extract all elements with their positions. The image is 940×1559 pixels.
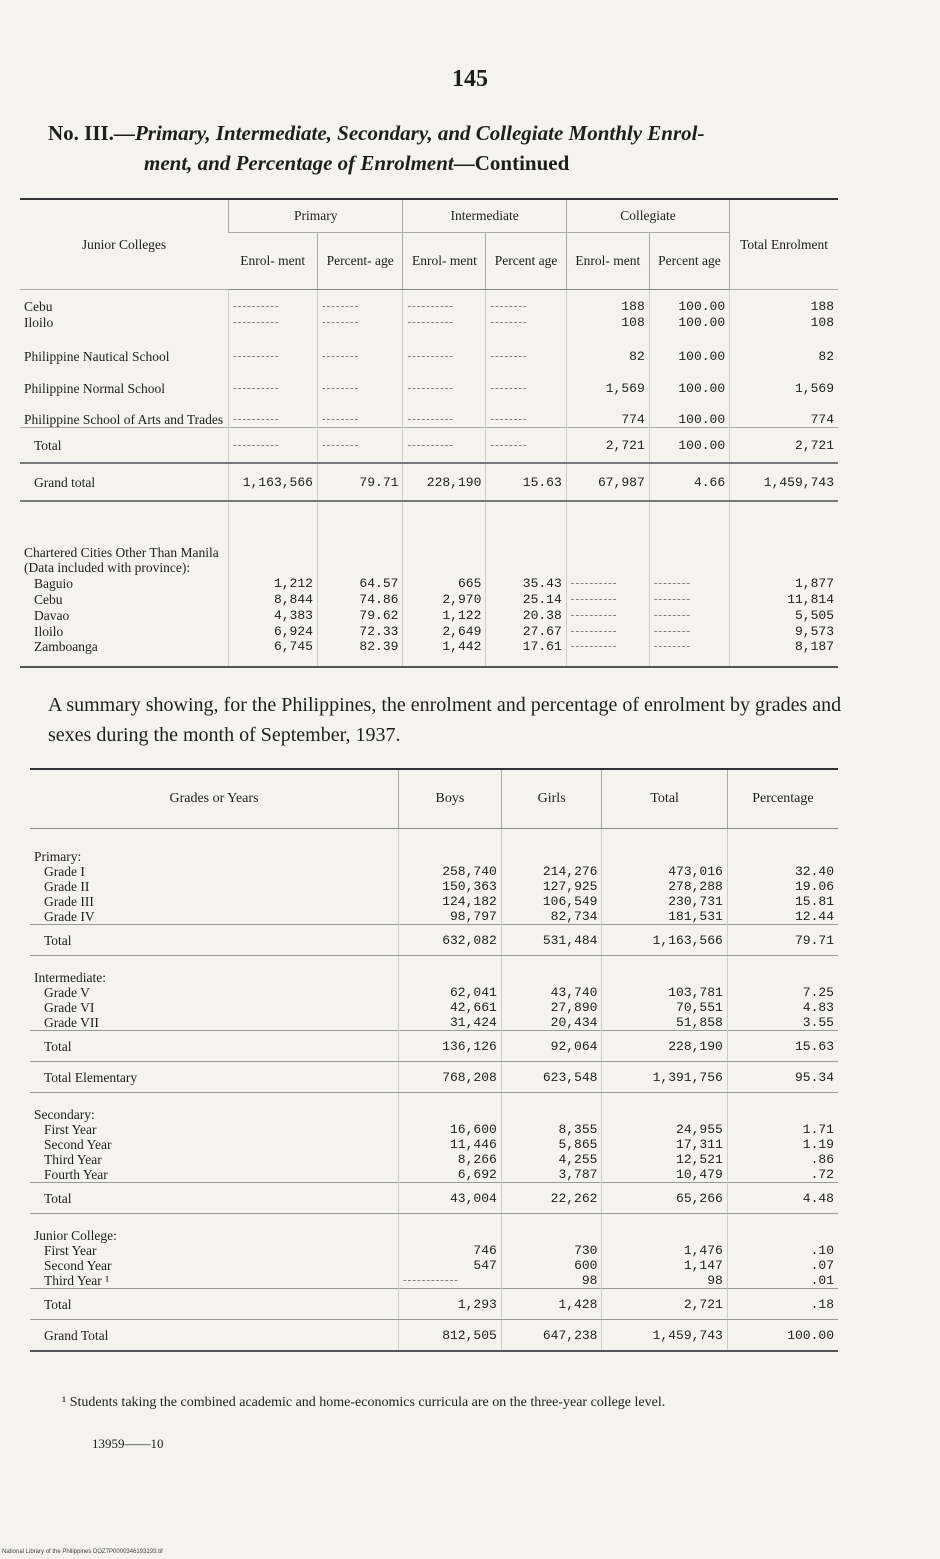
cell: 136,126 (399, 1031, 502, 1062)
table-row (30, 1273, 838, 1289)
cell: 103,781 (602, 985, 727, 1000)
subheader: Percent age (649, 233, 729, 290)
dash-fill: ---------- (403, 396, 486, 428)
caption-title-line2: ment, and Percentage of Enrolment (144, 151, 454, 175)
cell: 43,740 (501, 985, 602, 1000)
table-row (30, 1243, 838, 1258)
cell: 95.34 (727, 1062, 838, 1093)
cell: 6,745 (229, 639, 318, 667)
row-label: Total Elementary (30, 1062, 399, 1093)
cell: 2,721 (566, 428, 649, 464)
cell: 65,266 (602, 1183, 727, 1214)
cell: 1,147 (602, 1258, 727, 1273)
cell: 768,208 (399, 1062, 502, 1093)
cell: 108 (730, 314, 838, 330)
header-percentage: Percentage (727, 769, 838, 829)
stub-header: Junior Colleges (20, 199, 229, 290)
row-label: Grade IV (44, 909, 95, 924)
table-row (30, 894, 838, 909)
cell: 1,163,566 (229, 463, 318, 501)
cell: .01 (727, 1273, 838, 1289)
section-row (30, 956, 838, 986)
dash-fill: ---------- (229, 428, 318, 464)
table-row (30, 1015, 838, 1031)
table-row (30, 909, 838, 925)
cell: 278,288 (602, 879, 727, 894)
cell: .72 (727, 1167, 838, 1183)
cell: 3,787 (501, 1167, 602, 1183)
cell: 1.71 (727, 1122, 838, 1137)
row-label: First Year (44, 1243, 97, 1258)
table-row (30, 1167, 838, 1183)
grand-total-row (30, 1320, 838, 1352)
total-enrolment-header: Total Enrolment (730, 199, 838, 290)
cell: 8,187 (730, 639, 838, 667)
cell: 181,531 (602, 909, 727, 925)
cell: 25.14 (486, 591, 566, 607)
row-label: Total (30, 1289, 399, 1320)
cell: 82 (730, 330, 838, 364)
header-grades: Grades or Years (30, 769, 399, 829)
dash-fill: -------- (649, 575, 729, 591)
cell: 230,731 (602, 894, 727, 909)
dash-fill: ---------- (403, 314, 486, 330)
cell: 22,262 (501, 1183, 602, 1214)
table-row (30, 1000, 838, 1015)
cell: 1.19 (727, 1137, 838, 1152)
cell: 228,190 (602, 1031, 727, 1062)
dash-fill: -------- (649, 639, 729, 667)
cell: 8,266 (399, 1152, 502, 1167)
subheader: Enrol- ment (229, 233, 318, 290)
cell: 2,970 (403, 591, 486, 607)
cell: 124,182 (399, 894, 502, 909)
cell: 10,479 (602, 1167, 727, 1183)
dash-fill: ---------- (403, 330, 486, 364)
page-number: 145 (452, 66, 488, 92)
row-label: Grade V (44, 985, 90, 1000)
dash-fill: -------- (486, 428, 566, 464)
cell: 2,721 (602, 1289, 727, 1320)
dash-fill: ---------- (403, 290, 486, 314)
table-row (20, 396, 838, 428)
cell: 665 (403, 575, 486, 591)
row-label: Second Year (44, 1258, 112, 1273)
cell: .07 (727, 1258, 838, 1273)
table-row (20, 623, 838, 639)
cell: 600 (501, 1258, 602, 1273)
dash-fill: ---------- (229, 314, 318, 330)
row-label: Second Year (44, 1137, 112, 1152)
row-label: Philippine Nautical School (24, 348, 170, 364)
footnote: ¹ Students taking the combined academic and home-economics curricula are on the three-year college level. (62, 1395, 666, 1410)
cell: 188 (730, 290, 838, 314)
cell: 70,551 (602, 1000, 727, 1015)
cell: .18 (727, 1289, 838, 1320)
row-label: Iloilo (24, 314, 54, 330)
dash-fill: ---------- (566, 591, 649, 607)
row-label: Third Year ¹ (44, 1273, 110, 1288)
cell: 100.00 (649, 396, 729, 428)
cell: 1,122 (403, 607, 486, 623)
chartered-cities-label: Chartered Cities Other Than Manila (Data included with province): (24, 545, 219, 575)
cell: 100.00 (649, 364, 729, 396)
table-row (30, 864, 838, 879)
dash-fill: -------- (317, 364, 402, 396)
cell: 4.48 (727, 1183, 838, 1214)
row-label: Total (30, 1031, 399, 1062)
row-label: Cebu (34, 592, 63, 607)
cell: 17.61 (486, 639, 566, 667)
row-label: Baguio (34, 576, 73, 591)
cell: 647,238 (501, 1320, 602, 1352)
row-label: Grade VI (44, 1000, 95, 1015)
cell: 214,276 (501, 864, 602, 879)
row-label: Third Year (44, 1152, 102, 1167)
cell: 1,476 (602, 1243, 727, 1258)
row-label: Total (30, 1183, 399, 1214)
table-row (30, 1122, 838, 1137)
table-row (20, 314, 838, 330)
dash-fill: ---------- (403, 428, 486, 464)
total-row (30, 1183, 838, 1214)
row-label: Total (20, 428, 229, 464)
cell: .86 (727, 1152, 838, 1167)
row-label: First Year (44, 1122, 97, 1137)
row-label: Philippine Normal School (24, 380, 165, 396)
cell: 32.40 (727, 864, 838, 879)
cell: 188 (566, 290, 649, 314)
cell: 228,190 (403, 463, 486, 501)
dash-fill: -------- (317, 330, 402, 364)
cell: 623,548 (501, 1062, 602, 1093)
dash-fill: -------- (317, 428, 402, 464)
caption-prefix: No. III. (48, 121, 114, 145)
table-caption (48, 118, 848, 178)
cell: 1,391,756 (602, 1062, 727, 1093)
dash-fill: ---------- (229, 364, 318, 396)
dash-fill: ---------- (566, 607, 649, 623)
cell: 106,549 (501, 894, 602, 909)
cell: 24,955 (602, 1122, 727, 1137)
cell: 108 (566, 314, 649, 330)
header-girls: Girls (501, 769, 602, 829)
dash-fill: ---------- (403, 364, 486, 396)
row-label: Davao (34, 608, 70, 623)
cell: 79.62 (317, 607, 402, 623)
cell: 2,721 (730, 428, 838, 464)
row-label: Grade I (44, 864, 85, 879)
section-row (30, 1093, 838, 1123)
cell: 12.44 (727, 909, 838, 925)
header-total: Total (602, 769, 727, 829)
group-header-collegiate: Collegiate (566, 199, 729, 233)
cell: 8,844 (229, 591, 318, 607)
cell: 1,459,743 (730, 463, 838, 501)
cell: 6,692 (399, 1167, 502, 1183)
cell: 5,505 (730, 607, 838, 623)
cell: 2,649 (403, 623, 486, 639)
dash-fill: ---------- (229, 290, 318, 314)
dash-fill: ------------ (399, 1273, 502, 1289)
dash-fill: -------- (486, 314, 566, 330)
table-row (30, 985, 838, 1000)
cell: 62,041 (399, 985, 502, 1000)
dash-fill: -------- (317, 396, 402, 428)
cell: 31,424 (399, 1015, 502, 1031)
dash-fill: -------- (317, 290, 402, 314)
cell: 1,877 (730, 575, 838, 591)
cell: 473,016 (602, 864, 727, 879)
grand-total-row (20, 463, 838, 501)
cell: 17,311 (602, 1137, 727, 1152)
cell: 1,569 (730, 364, 838, 396)
dash-fill: -------- (486, 290, 566, 314)
cell: 72.33 (317, 623, 402, 639)
cell: 100.00 (649, 428, 729, 464)
cell: 127,925 (501, 879, 602, 894)
table-row (30, 879, 838, 894)
table-row (30, 1137, 838, 1152)
cell: 632,082 (399, 925, 502, 956)
total-row (30, 1031, 838, 1062)
cell: 74.86 (317, 591, 402, 607)
cell: 100.00 (649, 330, 729, 364)
cell: 1,293 (399, 1289, 502, 1320)
cell: 1,163,566 (602, 925, 727, 956)
cell: 8,355 (501, 1122, 602, 1137)
enrolment-table (20, 198, 838, 668)
section-label: Junior College: (34, 1228, 117, 1243)
row-label: Grade VII (44, 1015, 99, 1030)
cell: 812,505 (399, 1320, 502, 1352)
cell: 9,573 (730, 623, 838, 639)
table-row (20, 330, 838, 364)
section-row (30, 829, 838, 865)
dash-fill: -------- (486, 330, 566, 364)
cell: 43,004 (399, 1183, 502, 1214)
cell: 98 (602, 1273, 727, 1289)
table-row (20, 575, 838, 591)
cell: 82.39 (317, 639, 402, 667)
summary-paragraph: A summary showing, for the Philippines, the enrolment and percentage of enrolment by grades and sexes during the month of September, 1937. (48, 694, 842, 746)
row-label: Grand total (20, 463, 229, 501)
cell: 6,924 (229, 623, 318, 639)
dash-fill: -------- (649, 591, 729, 607)
cell: 12,521 (602, 1152, 727, 1167)
dash-fill: -------- (649, 607, 729, 623)
cell: 531,484 (501, 925, 602, 956)
subheader: Enrol- ment (566, 233, 649, 290)
dash-fill: -------- (486, 396, 566, 428)
section-row (30, 1214, 838, 1244)
cell: 16,600 (399, 1122, 502, 1137)
row-label: Grade III (44, 894, 94, 909)
grades-table (30, 768, 838, 1352)
cell: 82,734 (501, 909, 602, 925)
cell: 730 (501, 1243, 602, 1258)
cell: 1,569 (566, 364, 649, 396)
cell: 98,797 (399, 909, 502, 925)
cell: 82 (566, 330, 649, 364)
table-row (30, 1152, 838, 1167)
cell: 100.00 (649, 314, 729, 330)
total-row (30, 925, 838, 956)
cell: 11,814 (730, 591, 838, 607)
cell: 4,255 (501, 1152, 602, 1167)
cell: 774 (566, 396, 649, 428)
cell: 258,740 (399, 864, 502, 879)
dash-fill: ---------- (566, 639, 649, 667)
cell: 7.25 (727, 985, 838, 1000)
cell: 547 (399, 1258, 502, 1273)
row-label: Philippine School of Arts and Trades (24, 412, 224, 427)
cell: 4.83 (727, 1000, 838, 1015)
cell: 150,363 (399, 879, 502, 894)
cell: 79.71 (727, 925, 838, 956)
table-row (20, 290, 838, 314)
dash-fill: -------- (486, 364, 566, 396)
cell: 4,383 (229, 607, 318, 623)
section-label: Intermediate: (34, 970, 106, 985)
row-label: Grand Total (30, 1320, 399, 1352)
section-label: Primary: (34, 849, 82, 864)
table-row (30, 1258, 838, 1273)
cell: 15.63 (486, 463, 566, 501)
footer-code: 13959——10 (92, 1436, 164, 1451)
dash-fill: ---------- (229, 396, 318, 428)
dash-fill: ---------- (229, 330, 318, 364)
subheader: Percent age (486, 233, 566, 290)
group-header-intermediate: Intermediate (403, 199, 566, 233)
cell: 19.06 (727, 879, 838, 894)
cell: 1,442 (403, 639, 486, 667)
scan-imprint: National Library of the Philippines DOZ7P0000346193193.tif (2, 1549, 163, 1555)
dash-fill: -------- (317, 314, 402, 330)
dash-fill: ---------- (566, 623, 649, 639)
cell: 98 (501, 1273, 602, 1289)
cell: 1,428 (501, 1289, 602, 1320)
row-label: Grade II (44, 879, 90, 894)
group-header-primary: Primary (229, 199, 403, 233)
cell: 100.00 (649, 290, 729, 314)
row-label: Iloilo (34, 624, 64, 639)
section-label: Secondary: (34, 1107, 95, 1122)
cell: 4.66 (649, 463, 729, 501)
cell: 5,865 (501, 1137, 602, 1152)
cell: 35.43 (486, 575, 566, 591)
cell: 20.38 (486, 607, 566, 623)
cell: 27.67 (486, 623, 566, 639)
cell: 64.57 (317, 575, 402, 591)
cell: 67,987 (566, 463, 649, 501)
caption-title-line1: —Primary, Intermediate, Secondary, and Collegiate Monthly Enrol- (113, 121, 705, 145)
dash-fill: -------- (649, 623, 729, 639)
table-row (20, 364, 838, 396)
cell: 92,064 (501, 1031, 602, 1062)
cell: 100.00 (727, 1320, 838, 1352)
section-label-row (20, 501, 838, 575)
table-row (20, 639, 838, 667)
cell: 15.63 (727, 1031, 838, 1062)
cell: 746 (399, 1243, 502, 1258)
caption-suffix: —Continued (453, 151, 570, 175)
cell: 1,212 (229, 575, 318, 591)
cell: 51,858 (602, 1015, 727, 1031)
subheader: Enrol- ment (403, 233, 486, 290)
table-row (20, 607, 838, 623)
cell: 3.55 (727, 1015, 838, 1031)
cell: 27,890 (501, 1000, 602, 1015)
total-row (20, 428, 838, 464)
cell: 20,434 (501, 1015, 602, 1031)
total-elementary-row (30, 1062, 838, 1093)
row-label: Zamboanga (34, 639, 98, 654)
total-row (30, 1289, 838, 1320)
header-boys: Boys (399, 769, 502, 829)
row-label: Fourth Year (44, 1167, 108, 1182)
cell: 15.81 (727, 894, 838, 909)
row-label: Cebu (24, 298, 53, 314)
table-row (20, 591, 838, 607)
cell: 79.71 (317, 463, 402, 501)
cell: 774 (730, 396, 838, 428)
subheader: Percent- age (317, 233, 402, 290)
cell: 11,446 (399, 1137, 502, 1152)
cell: .10 (727, 1243, 838, 1258)
cell: 42,661 (399, 1000, 502, 1015)
row-label: Total (30, 925, 399, 956)
cell: 1,459,743 (602, 1320, 727, 1352)
dash-fill: ---------- (566, 575, 649, 591)
